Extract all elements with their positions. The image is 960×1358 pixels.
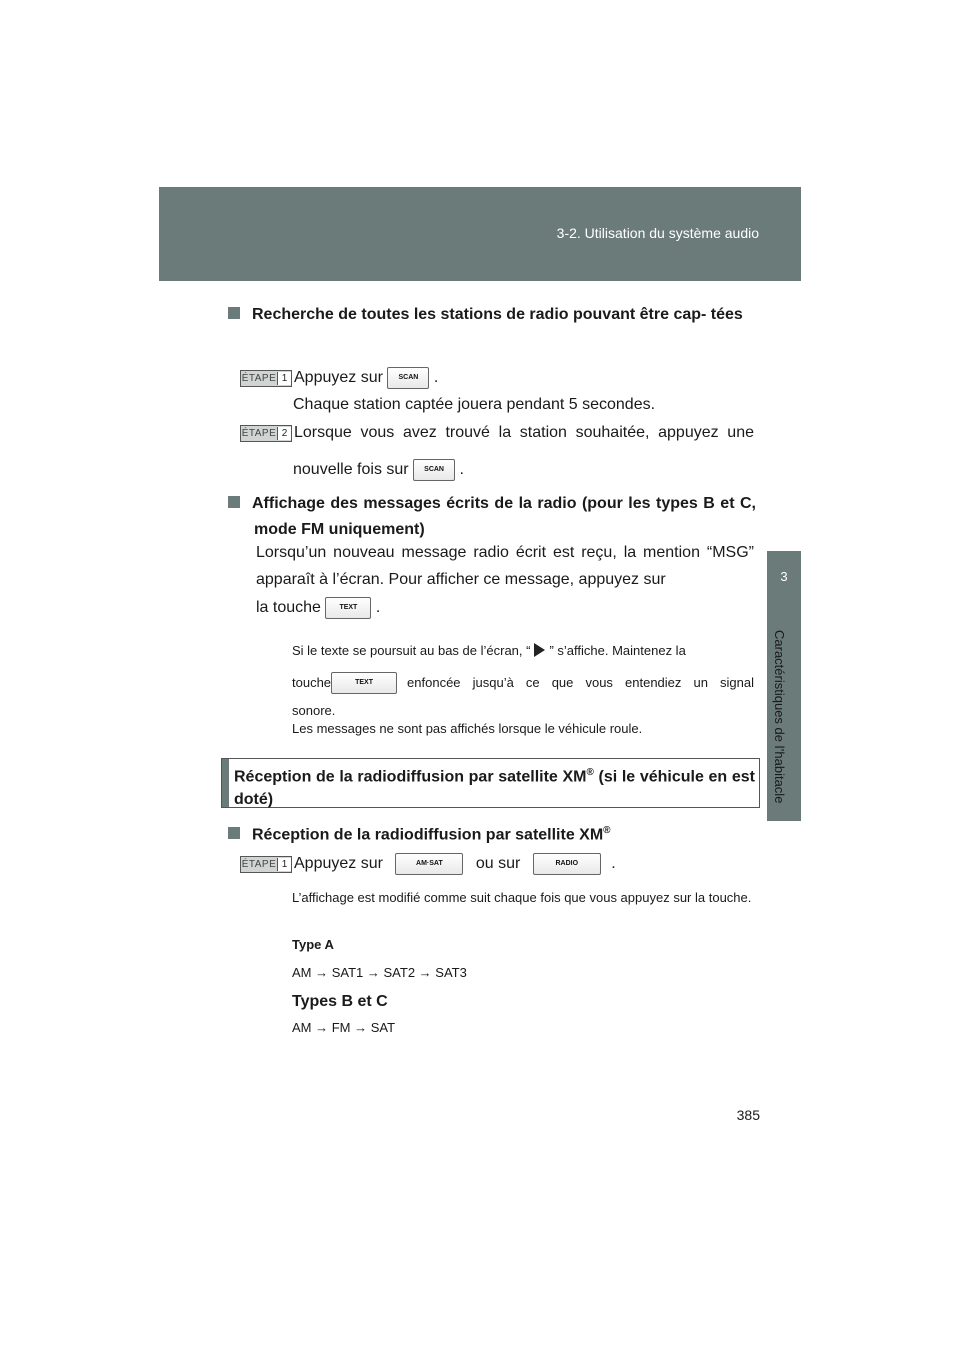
text-note-1: Si le texte se poursuit au bas de l’écran, “ ” s’affiche. Maintenez la [292,643,686,658]
type-bc-label: Types B et C [292,993,388,1010]
play-arrow-icon [534,643,545,657]
step-text: Appuyez sur SCAN . [294,365,438,391]
text-heading-block [228,491,756,543]
chapter-label: Caractéristiques de l’habitacle [772,630,787,804]
step-badge: ÉTAPE 2 [240,425,292,442]
chapter-number: 3 [780,569,788,584]
bullet-square-icon [228,307,240,319]
xm-section-title: Réception de la radiodiffusion par satellite XM® (si le véhicule en est doté) [234,767,755,809]
xm-heading-block [228,818,756,848]
bullet-square-icon [228,496,240,508]
section-bar [222,759,229,807]
scan-step-1 [240,365,760,391]
scan-step-2 [240,420,760,446]
type-a-sequence: AM → SAT1 → SAT2 → SAT3 [292,965,467,980]
side-tab-blank [767,281,801,551]
text-button-icon: TEXT [325,597,371,619]
text-note-2: touche TEXT enfoncée jusqu’à ce que vous entendiez un signal [292,672,754,694]
text-note-3: sonore. [292,703,336,718]
page-number: 385 [736,1107,760,1123]
scan-heading: Recherche de toutes les stations de radio pouvant être cap- tées [228,302,756,328]
header-band [159,187,801,281]
text-body: Lorsqu’un nouveau message radio écrit est reçu, la mention “MSG” apparaît à l’écran. Pour afficher ce message, appuyez sur [256,544,754,588]
bullet-square-icon [228,827,240,839]
text-heading: Affichage des messages écrits de la radio (pour les types B et C, mode FM uniquement) [228,491,756,543]
radio-button-icon: RADIO [533,853,601,875]
step-text: Lorsque vous avez trouvé la station souhaitée, appuyez une [294,424,754,441]
xm-step-1 [240,851,760,877]
step-badge: ÉTAPE 1 [240,370,292,387]
scan-heading-block [228,302,756,328]
scan-button-icon: SCAN [387,367,429,389]
am-sat-button-icon: AM·SAT [395,853,463,875]
xm-note: L’affichage est modifié comme suit chaque fois que vous appuyez sur la touche. [292,890,752,905]
text-body-end: la touche TEXT . [256,594,754,621]
scan-button-icon: SCAN [413,459,455,481]
type-bc-sequence: AM → FM → SAT [292,1020,396,1035]
text-button-icon: TEXT [331,672,397,694]
scan-step-1-note: Chaque station captée jouera pendant 5 secondes. [293,396,656,413]
xm-heading: Réception de la radiodiffusion par satellite XM® [228,818,756,848]
type-a-label: Type A [292,937,334,952]
xm-section-box [221,758,760,808]
scan-step-2-line2: nouvelle fois sur SCAN . [293,456,753,483]
step-badge: ÉTAPE 1 [240,856,292,873]
text-note-4: Les messages ne sont pas affichés lorsque le véhicule roule. [292,721,643,736]
section-title: 3-2. Utilisation du système audio [556,225,759,241]
step-text: Appuyez sur AM·SAT ou sur RADIO . [294,851,616,877]
